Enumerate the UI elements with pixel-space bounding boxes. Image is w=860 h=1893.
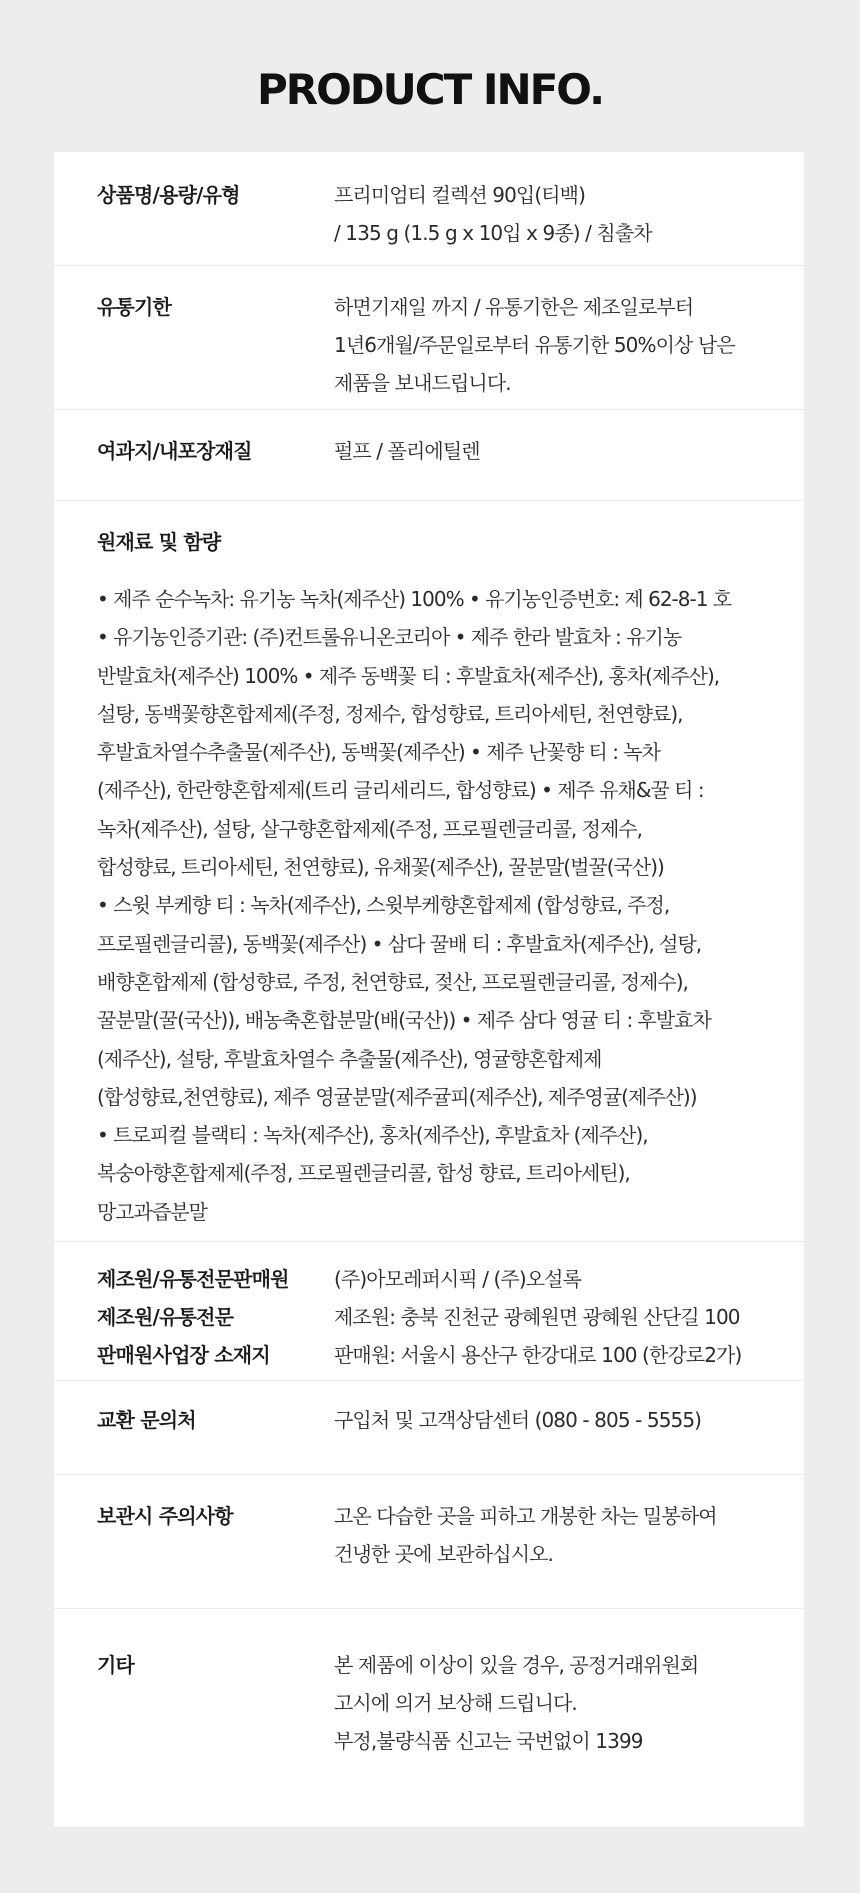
info-row-material [54,410,804,501]
row-value: 하면기재일 까지 / 유통기한은 제조일로부터 1년6개월/주문일로부터 유통기한 50%이상 남은 제품을 보내드립니다. [334,295,735,395]
row-label: 제조원/유통전문 판매원사업장 소재지 [97,1305,270,1367]
row-value: 고온 다습한 곳을 피하고 개봉한 차는 밀봉하여 건냉한 곳에 보관하십시오. [334,1504,717,1566]
info-row-expiry [54,266,804,410]
ingredients-text: • 제주 순수녹차: 유기농 녹차(제주산) 100% • 유기농인증번호: 제 62-8-1 호 • 유기농인증기관: (주)컨트롤유니온코리아 • 제주 한라 발효차 : 유기농 반발효차(제주산) 100% • 제주 동백꽃 티 : 후발효차(제주산), 홍차(제주산), 설탕, 동백꽃향혼합제제(주정, 정제수, 합성향료, 트리아세틴, 천연향료), 후발효차열수추출물(제주산), 동백꽃(제주산) • 제주 난꽃향 티 : 녹차 (제주산), 한란향혼합제제(트리 글리세리드, 합성향료) • 제주 유채&꿀 티 : 녹차(제주산), 설탕, 살구향혼합제제(주정, 프로필렌글리콜, 정제수, 합성향료, 트리아세틴, 천연향료), 유채꽃(제주산), 꿀분말(벌꿀(국산)) • 스윗 부케향 티 : 녹차(제주산), 스윗부케향혼합제제 (합성향료, 주정, 프로필렌글리콜), 동백꽃(제주산) • 삼다 꿀배 티 : 후발효차(제주산), 설탕, 배향혼합제제 (합성향료, 주정, 천연향료, 젖산, 프로필렌글리콜, 정제수), 꿀분말(꿀(국산)), 배농축혼합분말(배(국산)) • 제주 삼다 영귤 티 : 후발효차 (제주산), 설탕, 후발효차열수 추출물(제주산), 영귤향혼합제제 (합성향료,천연향료), 제주 영귤분말(제주귤피(제주산), 제주영귤(제주산)) • 트로피컬 블랙티 : 녹차(제주산), 홍차(제주산), 후발효차 (제주산), 복숭아향혼합제제(주정, 프로필렌글리콜, 합성 향료, 트리아세틴), 망고과즙분말 [97,587,732,1224]
row-value: (주)아모레퍼시픽 / (주)오설록 [334,1267,581,1291]
row-value: 프리미엄티 컬렉션 90입(티백) / 135 g (1.5 g x 10입 x 9종) / 침출차 [334,183,652,245]
row-label: 기타 [97,1653,135,1677]
row-label: 제조원/유통전문판매원 [97,1267,289,1291]
row-label: 보관시 주의사항 [97,1504,233,1528]
row-label: 교환 문의처 [97,1408,196,1432]
info-row-product-name [54,152,804,266]
product-info-table [54,152,804,1827]
row-value: 펄프 / 폴리에틸렌 [334,439,480,463]
info-row-storage-caution [54,1475,804,1609]
info-row-ingredients [54,501,804,1242]
info-row-other [54,1609,804,1827]
page-title: PRODUCT INFO. [256,65,604,114]
row-value: 제조원: 충북 진천군 광혜원면 광혜원 산단길 100 판매원: 서울시 용산구 한강대로 100 (한강로2가) [334,1305,742,1367]
row-label: 유통기한 [97,295,172,319]
row-label: 원재료 및 함량 [97,530,221,554]
info-row-exchange-contact [54,1381,804,1475]
row-label: 여과지/내포장재질 [97,439,252,463]
row-value: 본 제품에 이상이 있을 경우, 공정거래위원회 고시에 의거 보상해 드립니다. 부정,불량식품 신고는 국번없이 1399 [334,1653,699,1753]
info-row-manufacturer-address [54,1290,804,1381]
row-label: 상품명/용량/유형 [97,183,240,207]
info-row-manufacturer [54,1242,804,1289]
row-value: 구입처 및 고객상담센터 (080 - 805 - 5555) [334,1408,702,1432]
